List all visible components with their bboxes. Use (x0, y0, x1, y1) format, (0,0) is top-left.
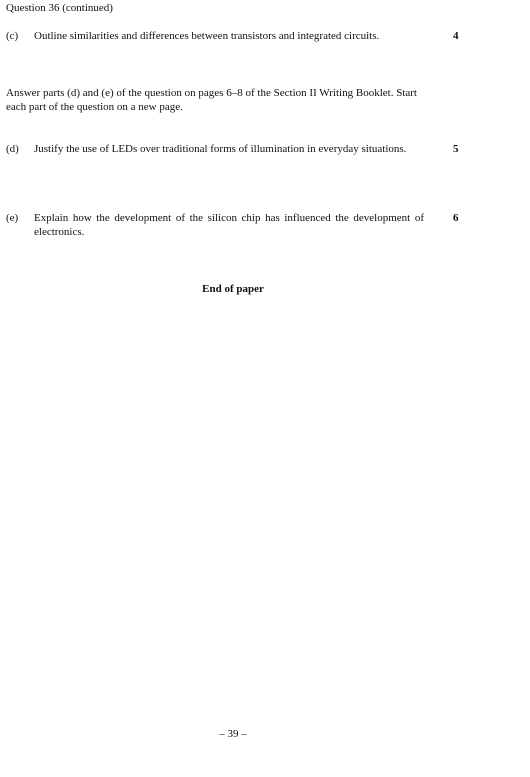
part-text: Justify the use of LEDs over traditional forms of illumination in everyday situations. (34, 143, 407, 155)
part-label: (d) (6, 143, 19, 155)
part-marks: 5 (453, 143, 459, 155)
page-number: – 39 – (219, 728, 247, 740)
part-marks: 4 (453, 30, 459, 42)
part-marks: 6 (453, 212, 459, 224)
part-text: Explain how the development of the silicon chip has influenced the development of electronics. (34, 212, 424, 238)
question-header: Question 36 (continued) (6, 2, 113, 14)
part-label: (e) (6, 212, 19, 224)
part-label: (c) (6, 30, 19, 42)
writing-booklet-instructions: Answer parts (d) and (e) of the question on pages 6–8 of the Section II Writing Booklet. Start each part of the question on a new page. (6, 87, 417, 113)
end-of-paper: End of paper (202, 283, 264, 295)
part-text: Outline similarities and differences between transistors and integrated circuits. (34, 30, 380, 42)
